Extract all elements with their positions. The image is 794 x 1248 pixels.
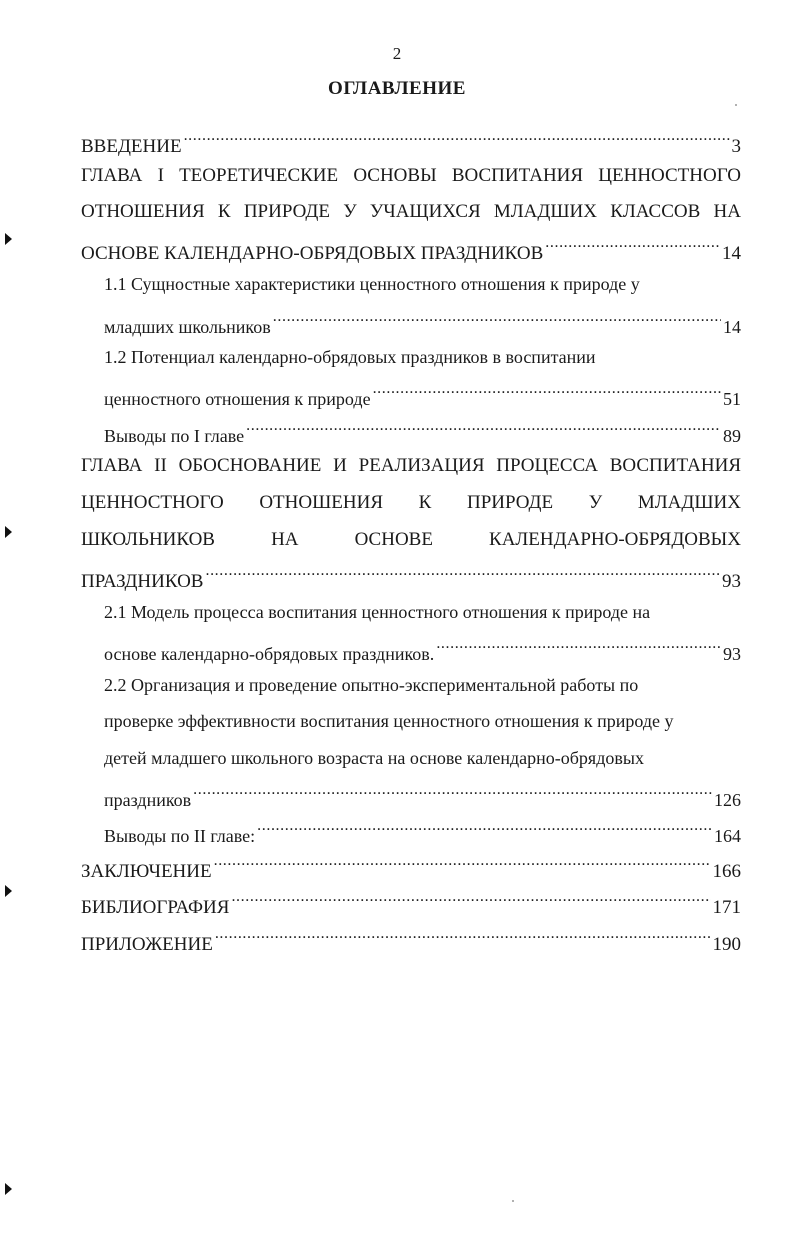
toc-chapter1-line2 [81, 200, 741, 224]
toc-entry-conclusion [81, 853, 741, 884]
word: ШКОЛЬНИКОВ [81, 529, 215, 550]
word: ЦЕННОСТНОГО [598, 165, 741, 186]
word: К [418, 492, 432, 513]
word: ВОСПИТАНИЯ [609, 455, 741, 476]
toc-page-number: 166 [712, 861, 741, 882]
dot-leader [257, 818, 712, 842]
toc-entry-bibliography [81, 889, 741, 920]
word: ОБОСНОВАНИЕ [178, 455, 322, 476]
word: ОТНОШЕНИЯ [259, 492, 383, 513]
dot-leader [215, 926, 711, 950]
scan-margin-mark [5, 885, 12, 897]
word: МЛАДШИХ [493, 201, 597, 222]
toc-page-number: 14 [723, 317, 741, 337]
word: УЧАЩИХСЯ [369, 201, 481, 222]
word: ВОСПИТАНИЯ [451, 165, 584, 186]
dot-leader [436, 636, 721, 660]
toc-chapter2-line3 [81, 528, 741, 552]
dot-leader [214, 853, 711, 877]
dot-leader [231, 889, 710, 913]
toc-section-2-2-line1: 2.2 Организация и проведение опытно-экспериментальной работы по [104, 675, 639, 695]
toc-section-2-1-line1: 2.1 Модель процесса воспитания ценностного отношения к природе на [104, 602, 651, 622]
dot-leader [205, 563, 720, 587]
toc-page-number: 3 [731, 136, 741, 157]
toc-chapter2-conclusions [104, 818, 741, 848]
toc-label: праздников [104, 790, 192, 810]
word: ОСНОВЕ [354, 529, 433, 550]
toc-label: ПРАЗДНИКОВ [81, 571, 204, 592]
word: У [343, 201, 357, 222]
scan-margin-mark [5, 526, 12, 538]
toc-label: БИБЛИОГРАФИЯ [81, 897, 230, 918]
word: ЦЕННОСТНОГО [81, 492, 224, 513]
page-number: 2 [392, 44, 402, 63]
toc-page-number: 171 [712, 897, 741, 918]
toc-label: Выводы по II главе: [104, 826, 256, 846]
toc-section-1-1-last-line [104, 309, 741, 339]
word: КАЛЕНДАРНО-ОБРЯДОВЫХ [489, 529, 741, 550]
toc-chapter2-line2 [81, 491, 741, 515]
toc-label: ЗАКЛЮЧЕНИЕ [81, 861, 212, 882]
toc-section-1-2-last-line [104, 381, 741, 411]
word: ОТНОШЕНИЯ [81, 201, 205, 222]
toc-label: ОСНОВЕ КАЛЕНДАРНО-ОБРЯДОВЫХ ПРАЗДНИКОВ [81, 243, 544, 264]
page-title: ОГЛАВЛЕНИЕ [328, 78, 466, 99]
scan-margin-mark [5, 1183, 12, 1195]
word: ПРОЦЕССА [496, 455, 598, 476]
toc-section-2-2-last-line [104, 782, 741, 812]
toc-chapter2-last-line [81, 563, 741, 594]
dot-leader [246, 418, 721, 442]
word: И [333, 455, 347, 476]
word: У [588, 492, 603, 513]
word: НА [713, 201, 741, 222]
word: ПРИРОДЕ [243, 201, 330, 222]
toc-label: основе календарно-обрядовых праздников. [104, 644, 435, 664]
word: МЛАДШИХ [637, 492, 741, 513]
dot-leader [545, 235, 720, 259]
toc-page-number: 51 [723, 389, 741, 409]
toc-section-2-2-line3: детей младшего школьного возраста на основе календарно-обрядовых [104, 748, 644, 768]
word: ТЕОРЕТИЧЕСКИЕ [179, 165, 339, 186]
dot-leader [373, 381, 721, 405]
dot-leader [273, 309, 721, 333]
toc-label: Выводы по I главе [104, 426, 245, 446]
toc-section-1-2-line1: 1.2 Потенциал календарно-обрядовых праздников в воспитании [104, 347, 596, 367]
word: РЕАЛИЗАЦИЯ [358, 455, 485, 476]
word: II [154, 455, 167, 476]
scan-speck [735, 104, 737, 106]
toc-label: ВВЕДЕНИЕ [81, 136, 182, 157]
scan-speck [512, 1200, 514, 1202]
word: ГЛАВА [81, 455, 143, 476]
toc-section-2-1-last-line [104, 636, 741, 666]
toc-entry-introduction [81, 128, 741, 159]
toc-label: ценностного отношения к природе [104, 389, 371, 409]
word: ГЛАВА [81, 165, 143, 186]
toc-chapter1-line1 [81, 164, 741, 188]
toc-chapter2-line1 [81, 454, 741, 478]
toc-chapter1-conclusions [104, 418, 741, 448]
word: ОСНОВЫ [353, 165, 437, 186]
toc-page-number: 126 [714, 790, 741, 810]
toc-entry-appendix [81, 926, 741, 957]
word: НА [271, 529, 299, 550]
toc-label: ПРИЛОЖЕНИЕ [81, 934, 213, 955]
toc-page-number: 164 [714, 826, 741, 846]
word: ПРИРОДЕ [466, 492, 554, 513]
word: К [217, 201, 231, 222]
toc-section-2-2-line2: проверке эффективности воспитания ценностного отношения к природе у [104, 711, 674, 731]
toc-chapter1-last-line [81, 235, 741, 266]
toc-page-number: 190 [712, 934, 741, 955]
toc-section-1-1-line1: 1.1 Сущностные характеристики ценностного отношения к природе у [104, 274, 640, 294]
toc-page-number: 93 [722, 571, 741, 592]
word: I [157, 165, 164, 186]
toc-page-number: 14 [722, 243, 741, 264]
dot-leader [184, 128, 730, 152]
toc-page-number: 93 [723, 644, 741, 664]
scan-margin-mark [5, 233, 12, 245]
word: КЛАССОВ [610, 201, 701, 222]
toc-page-number: 89 [723, 426, 741, 446]
dot-leader [193, 782, 712, 806]
toc-label: младших школьников [104, 317, 271, 337]
